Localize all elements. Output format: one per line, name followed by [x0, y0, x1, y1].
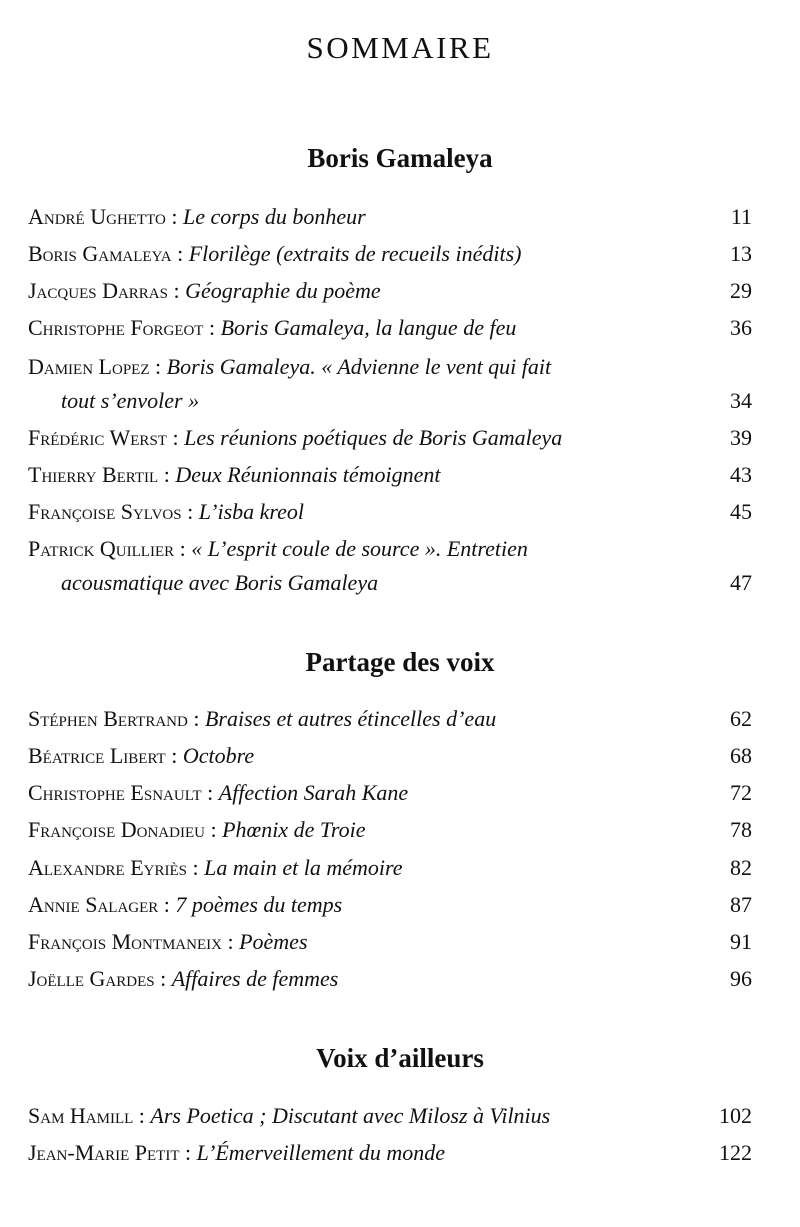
entry-author: Christophe Esnault [28, 780, 202, 805]
entry-author: André Ughetto [28, 204, 166, 229]
entry-page-number: 39 [730, 425, 752, 450]
entry-page-number: 34 [730, 388, 752, 413]
entry-page-number: 72 [730, 780, 752, 805]
entry-author: François Montmaneix [28, 929, 222, 954]
entry-author: Françoise Donadieu [28, 817, 205, 842]
entry-author: Sam Hamill [28, 1103, 134, 1128]
entry-title: Les réunions poétiques de Boris Gamaleya [184, 425, 563, 450]
toc-entry: Stéphen Bertrand : Braises et autres étincelles d’eau 62 [28, 702, 752, 736]
entry-title: Phœnix de Troie [222, 817, 366, 842]
entry-title: Géographie du poème [185, 278, 381, 303]
toc-entry: Annie Salager : 7 poèmes du temps 87 [28, 888, 752, 922]
entry-title: L’isba kreol [198, 499, 305, 524]
entry-author: Annie Salager [28, 892, 159, 917]
toc-entry: Sam Hamill : Ars Poetica ; Discutant avec Milosz à Vilnius 102 [28, 1099, 752, 1133]
entry-page-number: 96 [730, 966, 752, 991]
toc-entry: Christophe Forgeot : Boris Gamaleya, la langue de feu 36 [28, 311, 752, 345]
entry-author: Stéphen Bertrand [28, 706, 188, 731]
entry-author: Jacques Darras [28, 278, 168, 303]
entry-title: 7 poèmes du temps [175, 892, 343, 917]
toc-entry: Joëlle Gardes : Affaires de femmes 96 [28, 962, 752, 996]
entry-page-number: 45 [730, 499, 752, 524]
entry-title: Boris Gamaleya, la langue de feu [220, 315, 517, 340]
entry-author: Christophe Forgeot [28, 315, 204, 340]
entry-page-number: 82 [730, 855, 752, 880]
entry-page-number: 62 [730, 706, 752, 731]
toc-entry: Christophe Esnault : Affection Sarah Kane 72 [28, 776, 752, 810]
page-title: SOMMAIRE [306, 30, 494, 65]
toc-entry: Alexandre Eyriès : La main et la mémoire 82 [28, 851, 752, 885]
entry-page-number: 68 [730, 743, 752, 768]
toc-entry: Frédéric Werst : Les réunions poétiques de Boris Gamaleya 39 [28, 421, 752, 455]
entry-title-continuation: tout s’envoler » [61, 388, 200, 413]
toc-entry: Béatrice Libert : Octobre 68 [28, 739, 752, 773]
entry-author: Alexandre Eyriès [28, 855, 187, 880]
entry-title: Deux Réunionnais témoignent [175, 462, 441, 487]
entry-page-number: 47 [730, 570, 752, 595]
entry-author: Thierry Bertil [28, 462, 159, 487]
entry-title: Affaires de femmes [171, 966, 339, 991]
entry-title: Poèmes [239, 929, 308, 954]
toc-entry: Françoise Donadieu : Phœnix de Troie 78 [28, 813, 752, 847]
entry-author: Françoise Sylvos [28, 499, 182, 524]
toc-entry: François Montmaneix : Poèmes 91 [28, 925, 752, 959]
entry-title: Octobre [182, 743, 255, 768]
entry-author: Frédéric Werst [28, 425, 167, 450]
toc-entry: Françoise Sylvos : L’isba kreol 45 [28, 495, 752, 529]
entry-author: Béatrice Libert [28, 743, 166, 768]
toc-entry: Jacques Darras : Géographie du poème 29 [28, 274, 752, 308]
section-title: Boris Gamaleya [307, 143, 493, 173]
entry-title: L’Émerveillement du monde [196, 1140, 446, 1165]
toc-entry: Boris Gamaleya : Florilège (extraits de recueils inédits) 13 [28, 237, 752, 271]
entry-title: Le corps du bonheur [182, 204, 366, 229]
toc-entry: André Ughetto : Le corps du bonheur 11 [28, 200, 752, 234]
entry-page-number: 122 [719, 1140, 752, 1165]
entry-title: Boris Gamaleya. « Advienne le vent qui fait [166, 354, 552, 379]
toc-entry: Patrick Quillier : « L’esprit coule de source ». Entretien acousmatique avec Boris Gamaleya 47 [28, 532, 752, 600]
entry-page-number: 11 [730, 204, 752, 229]
entry-page-number: 91 [730, 929, 752, 954]
entry-title: Florilège (extraits de recueils inédits) [188, 241, 522, 266]
entry-page-number: 29 [730, 278, 752, 303]
section-title: Voix d’ailleurs [316, 1043, 484, 1073]
entry-title: La main et la mémoire [204, 855, 403, 880]
entry-title: Ars Poetica ; Discutant avec Milosz à Vilnius [150, 1103, 551, 1128]
entry-title: Affection Sarah Kane [218, 780, 409, 805]
entry-title: Braises et autres étincelles d’eau [204, 706, 497, 731]
entry-page-number: 102 [719, 1103, 752, 1128]
entry-page-number: 87 [730, 892, 752, 917]
entry-author: Damien Lopez [28, 354, 150, 379]
entry-author: Joëlle Gardes [28, 966, 155, 991]
entry-title: « L’esprit coule de source ». Entretien [191, 536, 528, 561]
entry-page-number: 36 [730, 315, 752, 340]
entry-page-number: 13 [730, 241, 752, 266]
entry-page-number: 78 [730, 817, 752, 842]
section-title: Partage des voix [305, 647, 495, 677]
entry-page-number: 43 [730, 462, 752, 487]
toc-entry: Damien Lopez : Boris Gamaleya. « Advienne le vent qui fait tout s’envoler » 34 [28, 350, 752, 418]
entry-author: Patrick Quillier [28, 536, 175, 561]
entry-author: Boris Gamaleya [28, 241, 172, 266]
entry-author: Jean-Marie Petit [28, 1140, 180, 1165]
toc-entry: Jean-Marie Petit : L’Émerveillement du monde 122 [28, 1136, 752, 1170]
entry-title-continuation: acousmatique avec Boris Gamaleya [61, 570, 379, 595]
toc-entry: Thierry Bertil : Deux Réunionnais témoignent 43 [28, 458, 752, 492]
